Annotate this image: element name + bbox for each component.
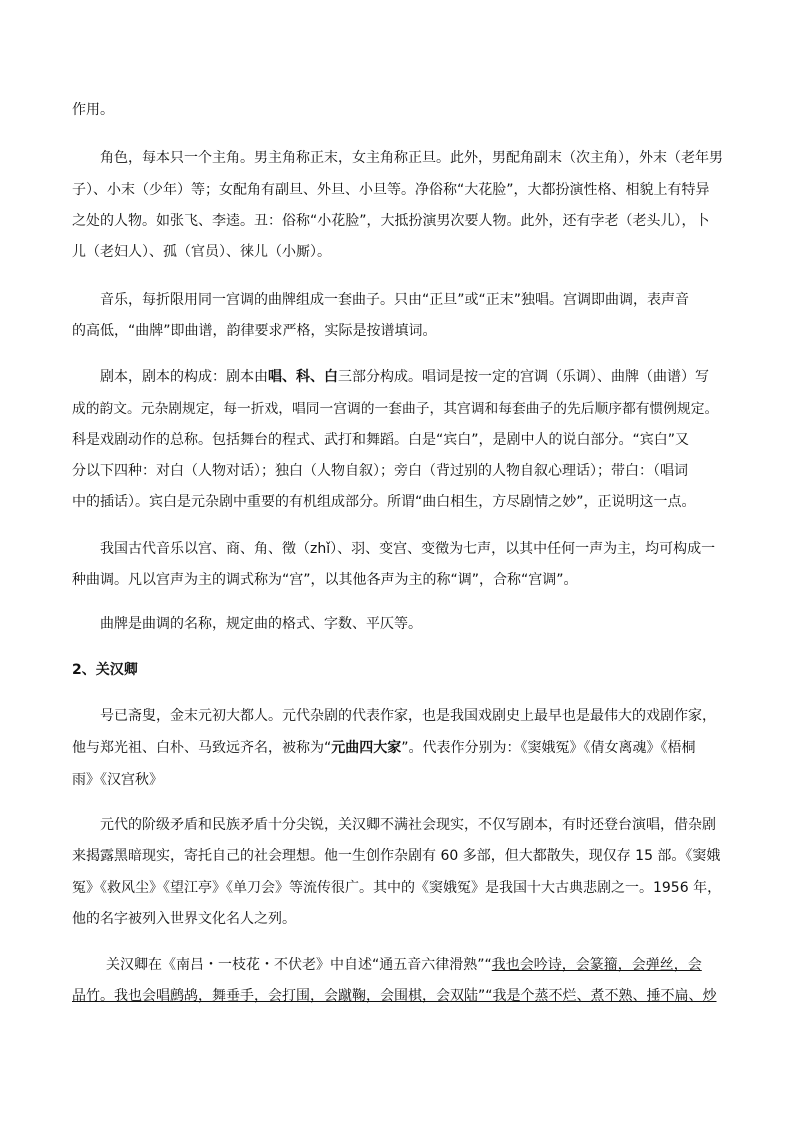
underlined-quote: 我也会吟诗，会篆籀，会弹丝，会 [491,957,702,973]
text-run: 三部分构成。唱词是按一定的宫调（乐调）、曲牌（曲谱）写 [338,369,709,385]
text-line: 种曲调。凡以宫声为主的调式称为“宫”，以其他各声为主的称“调”，合称“宫调”。 [72,572,578,588]
bold-term: 元曲四大家 [331,740,402,756]
section-heading: 2、关汉卿 [72,662,138,678]
text-line: 之处的人物。如张飞、李逵。丑：俗称“小花脸”，大抵扮演男次要人物。此外，还有孛老（老头儿），卜 [72,213,710,229]
text-line: 冤》《救风尘》《望江亭》《单刀会》等流传很广。其中的《窦娥冤》是我国十大古典悲剧之一。1956 年， [72,880,722,896]
text-line: 成的韵文。元杂剧规定，每一折戏，唱同一宫调的一套曲子，其宫调和每套曲子的先后顺序都有惯例规定。 [72,401,719,417]
text-line: 他的名字被列入世界文化名人之列。 [72,911,296,927]
text-line: 作用。 [72,102,114,118]
text-line [106,955,702,975]
bold-term: 唱、科、白 [268,369,338,385]
text-line: 号已斋叟，金末元初大都人。元代杂剧的代表作家，也是我国戏剧史上最早也是最伟大的戏剧作家， [100,708,716,724]
text-line [100,367,709,387]
text-line: 的高低，“曲牌”即曲谱，韵律要求严格，实际是按谱填词。 [72,323,437,339]
text-run: ”。代表作分别为：《窦娥冤》《倩女离魂》《梧桐 [401,740,696,756]
underlined-quote: 品竹。我也会唱鹧鸪，舞垂手，会打围，会蹴鞠，会围棋，会双陆 [72,988,478,1004]
text-run: 他与郑光祖、白朴、马致远齐名，被称为“ [72,740,332,756]
text-line: 我国古代音乐以宫、商、角、徵（zhǐ）、羽、变宫、变徵为七声，以其中任何一声为主，均可构成一 [100,541,716,557]
text-line: 音乐，每折限用同一宫调的曲牌组成一套曲子。只由“正旦”或“正末”独唱。宫调即曲调，表声音 [100,292,690,308]
underlined-quote: ”“我是个蒸不烂、煮不熟、捶不扁、炒 [478,988,717,1004]
text-line: 儿（老妇人）、孤（官员）、徕儿（小厮）。 [72,244,331,260]
text-line [72,986,717,1006]
text-line [72,738,696,758]
text-line: 子）、小末（少年）等；女配角有副旦、外旦、小旦等。净俗称“大花脸”，大都扮演性格、相貌上有特异 [72,182,710,198]
text-line: 科是戏剧动作的总称。包括舞台的程式、武打和舞蹈。白是“宾白”，是剧中人的说白部分。“宾白”又 [72,432,690,448]
text-line: 中的插话）。宾白是元杂剧中重要的有机组成部分。所谓“曲白相生，方尽剧情之妙”，正说明这一点。 [72,494,696,510]
text-line: 曲牌是曲调的名称，规定曲的格式、字数、平仄等。 [100,616,422,632]
text-line: 分以下四种：对白（人物对话）；独白（人物自叙）；旁白（背过别的人物自叙心理话）；带白：（唱词 [72,463,688,479]
text-line: 角色，每本只一个主角。男主角称正末，女主角称正旦。此外，男配角副末（次主角），外末（老年男 [100,150,723,166]
text-run: 关汉卿在《南吕・一枝花・不伏老》中自述“通五音六律滑熟”“ [106,957,492,973]
text-line: 来揭露黑暗现实，寄托自己的社会理想。他一生创作杂剧有 60 多部，但大都散失，现仅存 15 部。《窦娥 [72,848,721,864]
text-line: 雨》《汉宫秋》 [72,772,163,788]
text-line: 元代的阶级矛盾和民族矛盾十分尖锐，关汉卿不满社会现实，不仅写剧本，有时还登台演唱，借杂剧 [100,817,716,833]
text-run: 剧本，剧本的构成：剧本由 [100,369,268,385]
